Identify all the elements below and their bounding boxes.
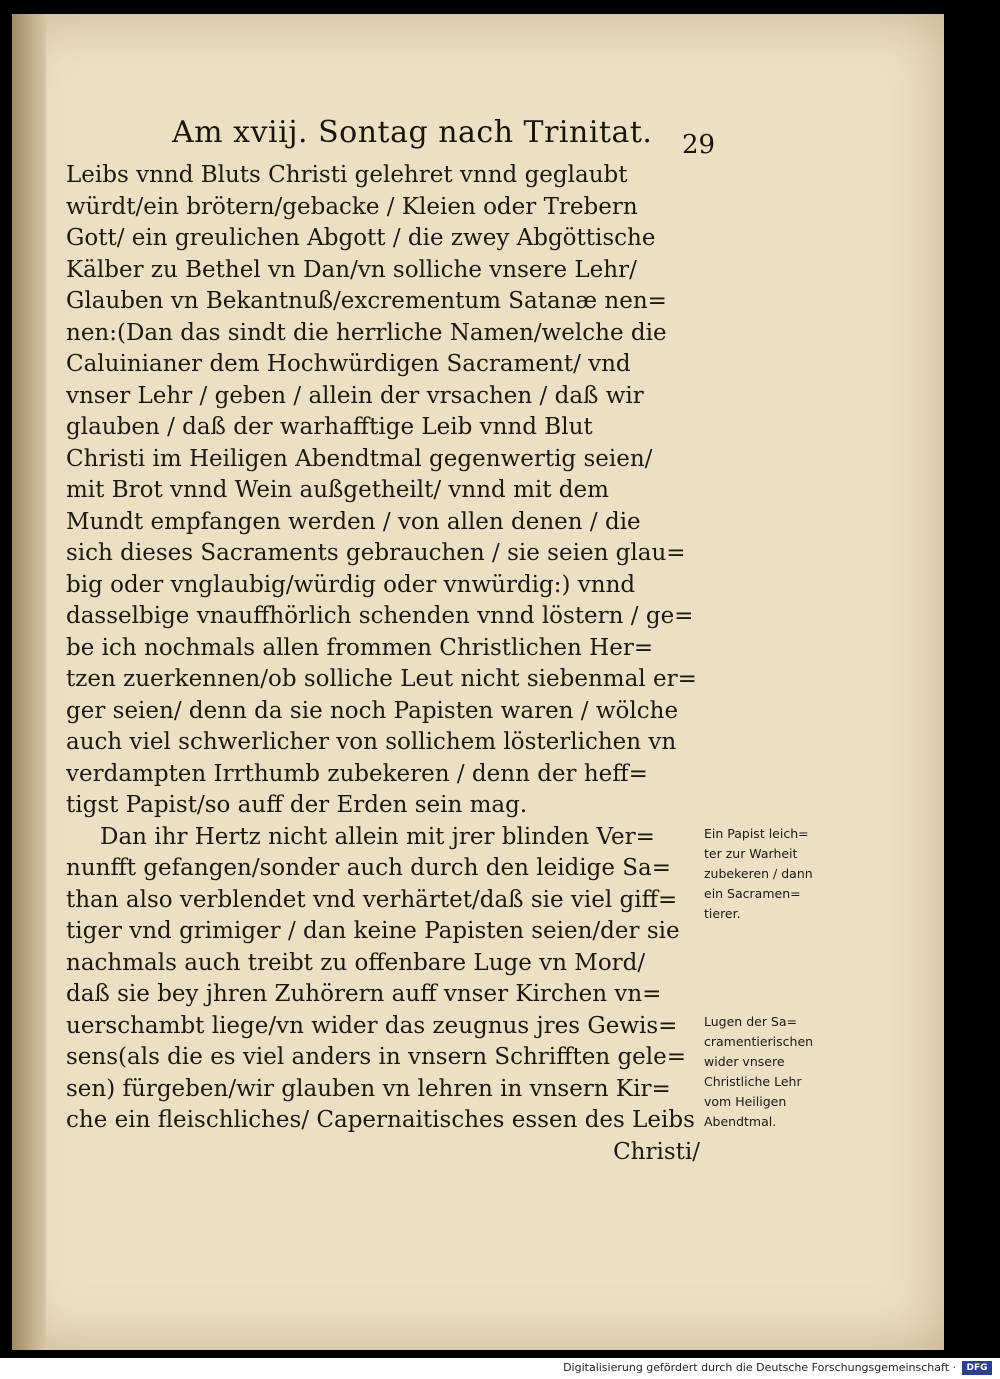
text-line: tzen zuerkennen/ob solliche Leut nicht siebenmal er= — [66, 666, 697, 692]
body-text — [66, 160, 714, 1168]
margin-note-line: Christliche Lehr — [704, 1074, 802, 1089]
text-line: tigst Papist/so auff der Erden sein mag. — [66, 792, 528, 818]
paragraph-start-line: Dan ihr Hertz nicht allein mit jrer blinden Ver= — [100, 823, 655, 850]
text-line: che ein fleischliches/ Capernaitisches essen des Leibs — [66, 1107, 695, 1133]
text-line: ger seien/ denn da sie noch Papisten waren / wölche — [66, 697, 679, 724]
margin-note-line: cramentierischen — [704, 1034, 814, 1049]
text-line: Gott/ ein greulichen Abgott / die zwey Abgöttische — [66, 225, 656, 251]
text-line: nunfft gefangen/sonder auch durch den leidige Sa= — [66, 855, 672, 881]
text-line: dasselbige vnauffhörlich schenden vnnd löstern / ge= — [66, 603, 694, 629]
text-line: Glauben vn Bekantnuß/excrementum Satanæ nen= — [66, 288, 667, 314]
catchword-line: Christi/ — [613, 1138, 700, 1165]
margin-note-lugen — [704, 1012, 854, 1132]
text-line: sich dieses Sacraments gebrauchen / sie seien glau= — [66, 540, 686, 566]
text-line: be ich nochmals allen frommen Christlichen Her= — [66, 634, 654, 661]
dfg-logo: DFG — [962, 1361, 992, 1375]
folio-number: 29 — [682, 130, 716, 160]
text-line: tiger vnd grimiger / dan keine Papisten seien/der sie — [66, 918, 680, 944]
margin-note-line: ter zur Warheit — [704, 846, 798, 861]
text-line: than also verblendet vnd verhärtet/daß sie viel giff= — [66, 886, 678, 913]
running-head: Am xviij. Sontag nach Trinitat. — [172, 115, 653, 150]
text-line: big oder vnglaubig/würdig oder vnwürdig:) vnnd — [66, 571, 636, 598]
text-line: sen) fürgeben/wir glauben vn lehren in vnsern Kir= — [66, 1075, 671, 1102]
text-line: verdampten Irrthumb zubekeren / denn der heff= — [66, 760, 648, 787]
text-line: nen:(Dan das sindt die herrliche Namen/welche die — [66, 319, 667, 346]
text-line: Christi im Heiligen Abendtmal gegenwertig seien/ — [66, 445, 653, 472]
footer-bar — [0, 1358, 1000, 1379]
text-line: würdt/ein brötern/gebacke / Kleien oder Trebern — [66, 193, 638, 220]
margin-note-papist — [704, 824, 854, 924]
text-line: mit Brot vnnd Wein außgetheilt/ vnnd mit dem — [66, 477, 609, 503]
margin-note-line: Abendtmal. — [704, 1114, 777, 1129]
margin-note-line: Ein Papist leich= — [704, 826, 809, 841]
page-gutter — [12, 14, 46, 1350]
text-line: Leibs vnnd Bluts Christi gelehret vnnd geglaubt — [66, 162, 628, 188]
text-line: auch viel schwerlicher von sollichem lösterlichen vn — [66, 729, 677, 755]
funding-credit: Digitalisierung gefördert durch die Deutsche Forschungsgemeinschaft · — [563, 1361, 956, 1374]
text-line: Mundt empfangen werden / von allen denen / die — [66, 508, 641, 535]
text-line: glauben / daß der warhafftige Leib vnnd Blut — [66, 414, 593, 440]
text-line: uerschambt liege/vn wider das zeugnus jres Gewis= — [66, 1012, 678, 1039]
text-line: daß sie bey jhren Zuhörern auff vnser Kirchen vn= — [66, 981, 662, 1007]
text-line: Kälber zu Bethel vn Dan/vn solliche vnsere Lehr/ — [66, 256, 637, 283]
margin-note-line: zubekeren / dann — [704, 866, 813, 881]
margin-note-line: ein Sacramen= — [704, 886, 801, 901]
margin-note-line: tierer. — [704, 906, 741, 921]
text-line: Caluinianer dem Hochwürdigen Sacrament/ vnd — [66, 351, 631, 377]
text-line: nachmals auch treibt zu offenbare Luge vn Mord/ — [66, 949, 646, 976]
text-line: vnser Lehr / geben / allein der vrsachen / daß wir — [66, 382, 644, 409]
margin-note-line: vom Heiligen — [704, 1094, 787, 1109]
margin-note-line: Lugen der Sa= — [704, 1014, 797, 1029]
margin-note-line: wider vnsere — [704, 1054, 785, 1069]
text-line: sens(als die es viel anders in vnsern Schrifften gele= — [66, 1044, 687, 1070]
